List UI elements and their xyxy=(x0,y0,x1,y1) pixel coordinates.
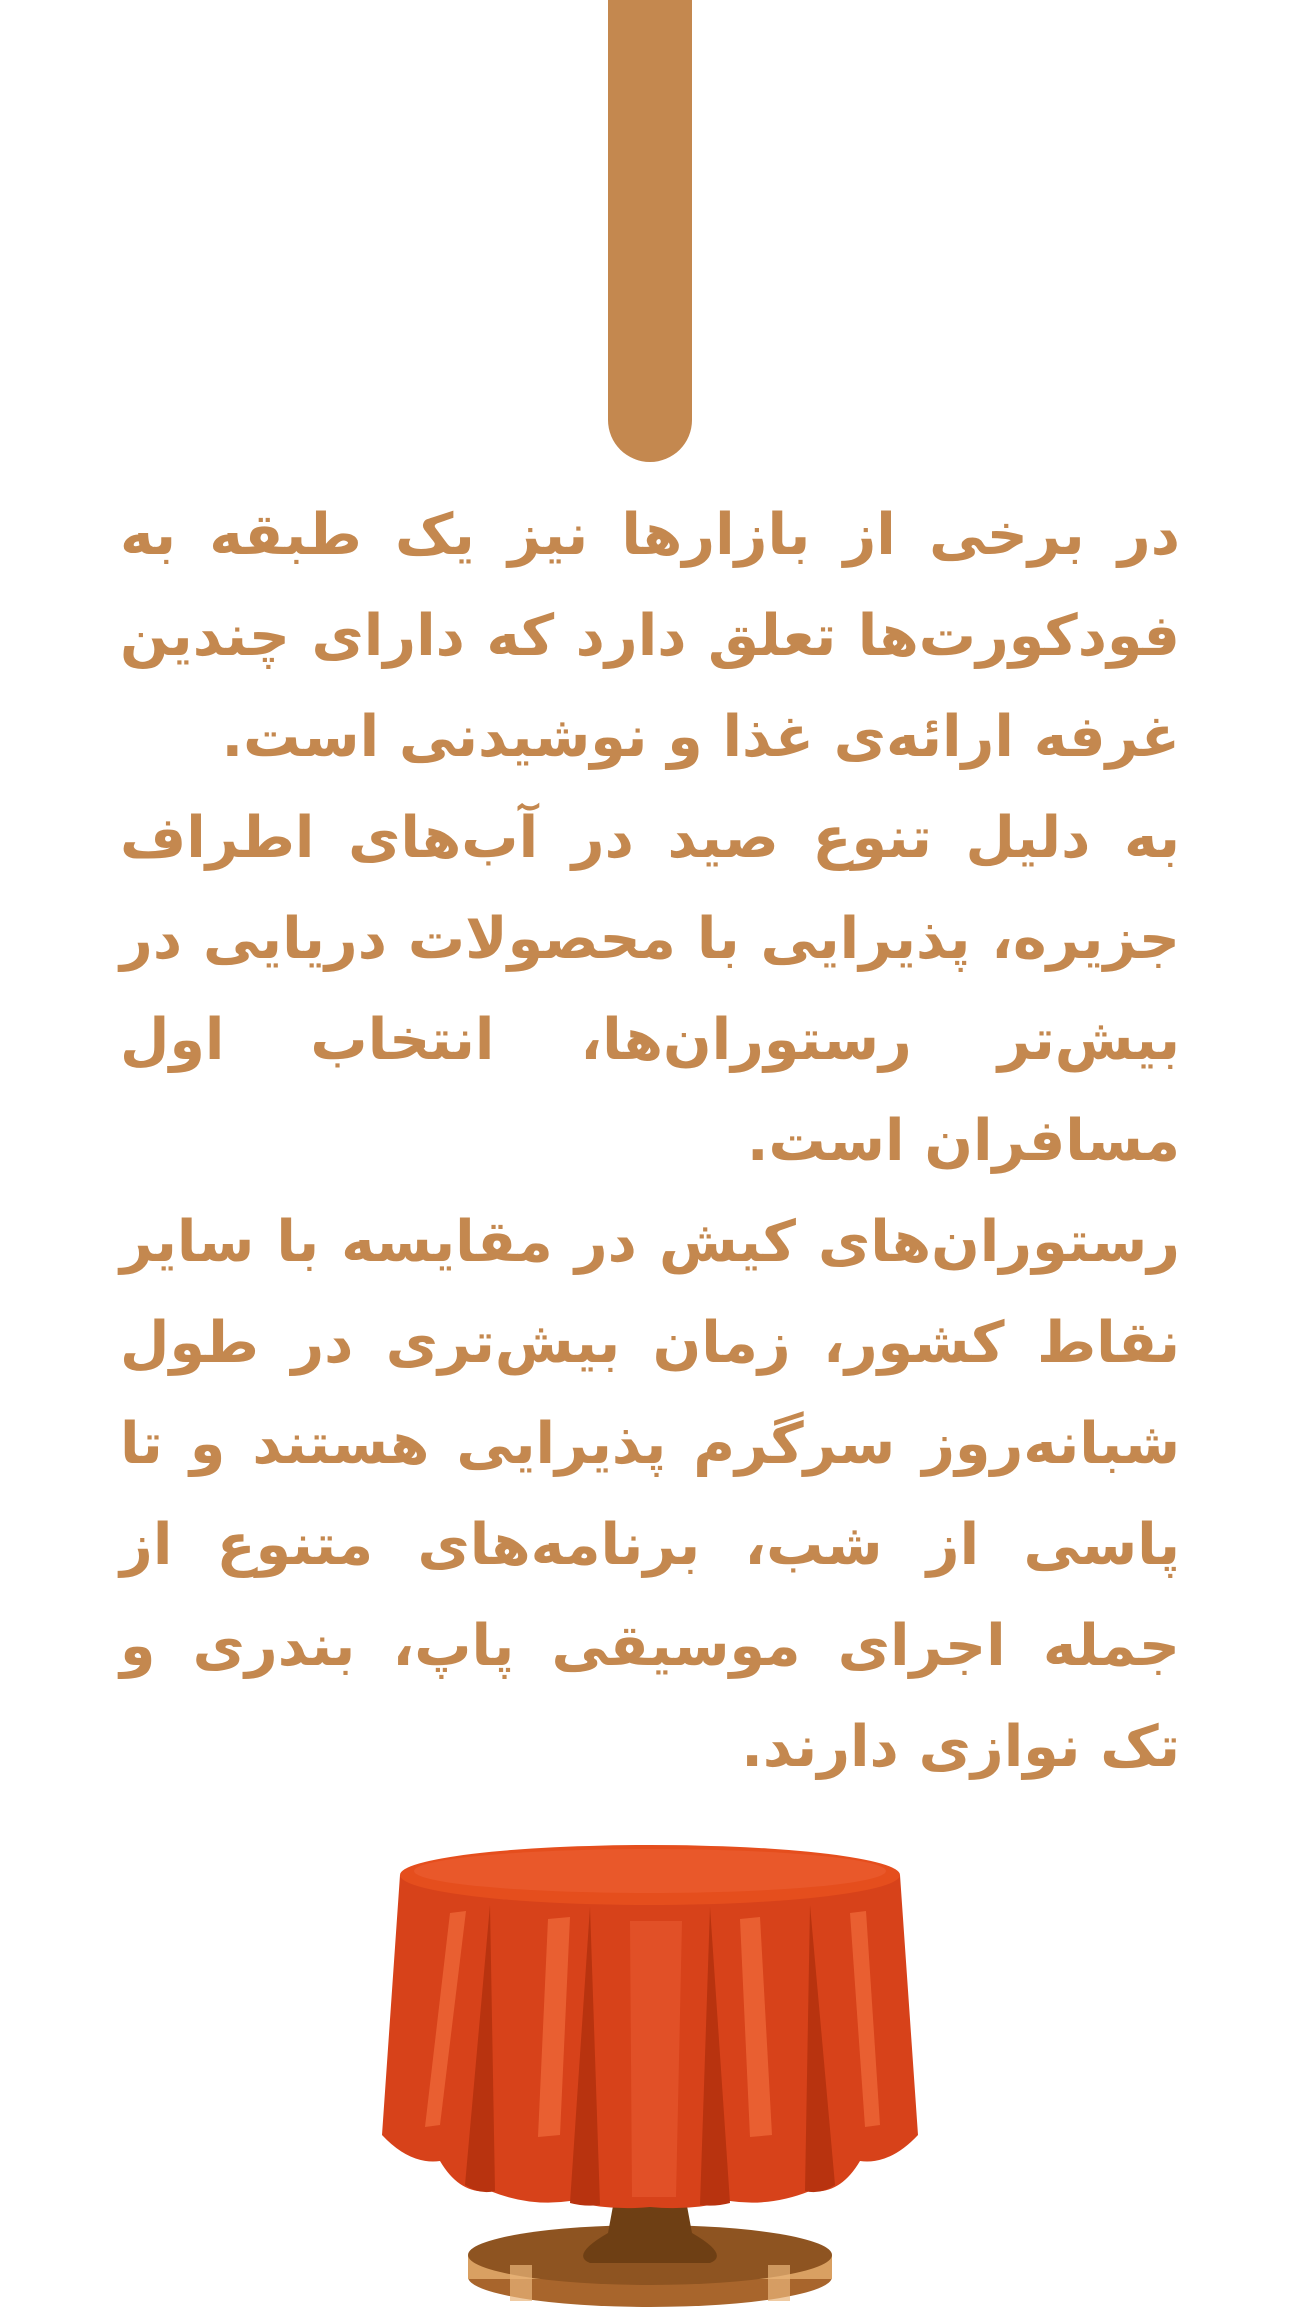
hanging-bar-decoration xyxy=(608,0,692,462)
table-illustration xyxy=(370,1835,930,2311)
paragraph-seafood: به دلیل تنوع صید در آب‌های اطراف جزیره، پذیرایی با محصولات دریایی در بیش‌تر رستوران‌ها، انتخاب اول مسافران است. xyxy=(120,805,1180,1174)
paragraph-food-courts: در برخی از بازارها نیز یک طبقه به فودکورت‌ها تعلق دارد که دارای چندین غرفه ارائه‌ی غذا و نوشیدنی است. xyxy=(120,502,1180,770)
paragraph-restaurants-nightlife: رستوران‌های کیش در مقایسه با سایر نقاط کشور، زمان بیش‌تری در طول شبانه‌روز سرگرم پذیرایی هستند و تا پاسی از شب، برنامه‌های متنوع از جمله اجرای موسیقی پاپ، بندری و تک نوازی دارند. xyxy=(120,1209,1180,1780)
article-text xyxy=(120,485,1180,1798)
round-table-icon xyxy=(370,1835,930,2311)
